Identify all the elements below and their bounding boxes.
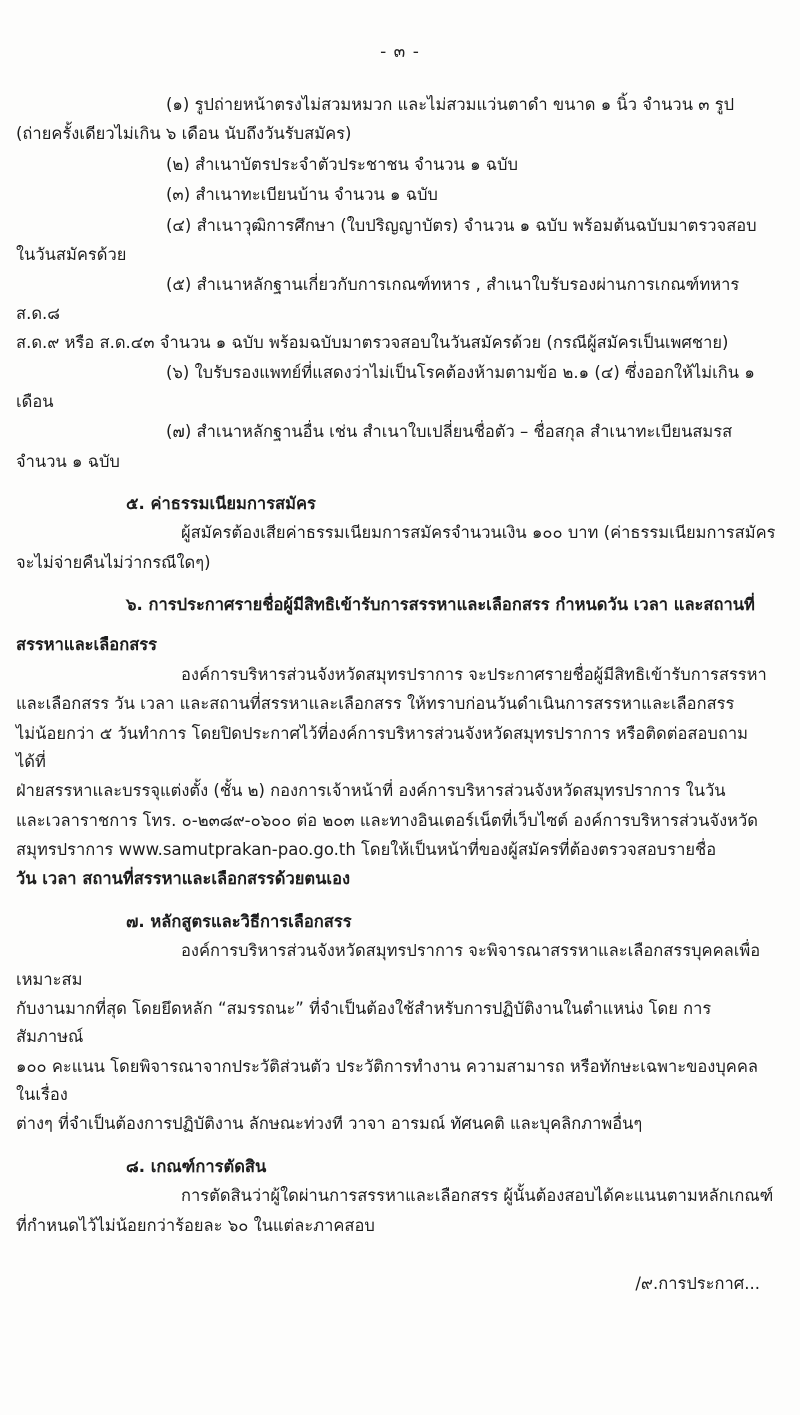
item-4-line-1: (๔) สำเนาวุฒิการศึกษา (ใบปริญญาบัตร) จำนวน ๑ ฉบับ พร้อมต้นฉบับมาตรวจสอบ xyxy=(166,215,757,235)
section-7-line-1: องค์การบริหารส่วนจังหวัดสมุทรปราการ จะพิจารณาสรรหาและเลือกสรรบุคคลเพื่อเหมาะสม xyxy=(16,941,761,989)
section-6-line-7: วัน เวลา สถานที่สรรหาและเลือกสรรด้วยตนเอง xyxy=(16,869,351,889)
section-8-heading: ๘. เกณฑ์การตัดสิน xyxy=(126,1156,267,1176)
section-5-heading: ๕. ค่าธรรมเนียมการสมัคร xyxy=(126,493,316,513)
section-6-line-6: สมุทรปราการ www.samutprakan-pao.go.th โดยให้เป็นหน้าที่ของผู้สมัครที่ต้องตรวจสอบรายชื่อ xyxy=(16,840,717,859)
section-7-heading: ๗. หลักสูตรและวิธีการเลือกสรร xyxy=(126,911,352,931)
list-item xyxy=(16,91,776,149)
item-6-line-1: (๖) ใบรับรองแพทย์ที่แสดงว่าไม่เป็นโรคต้องห้ามตามข้อ ๒.๑ (๔) ซึ่งออกให้ไม่เกิน ๑ เดือน xyxy=(16,363,755,411)
section-5-line-1: ผู้สมัครต้องเสียค่าธรรมเนียมการสมัครจำนวนเงิน ๑๐๐ บาท (ค่าธรรมเนียมการสมัคร xyxy=(181,523,776,543)
section-8 xyxy=(16,1153,776,1240)
section-6-line-3: ไม่น้อยกว่า ๕ วันทำการ โดยปิดประกาศไว้ที่องค์การบริหารส่วนจังหวัดสมุทรปราการ หรือติดต่อสอบถามได้ที่ xyxy=(16,723,748,771)
list-item xyxy=(16,181,776,209)
item-1-line-1: (๑) รูปถ่ายหน้าตรงไม่สวมหมวก และไม่สวมแว่นตาดำ ขนาด ๑ นิ้ว จำนวน ๓ รูป xyxy=(166,95,735,114)
list-item xyxy=(16,212,776,270)
footer-continuation-note: /๙.การประกาศ... xyxy=(635,1274,760,1293)
section-5-line-2: จะไม่จ่ายคืนไม่ว่ากรณีใดๆ) xyxy=(16,552,211,572)
section-7-line-4: ต่างๆ ที่จำเป็นต้องการปฏิบัติงาน ลักษณะท่วงที วาจา อารมณ์ ทัศนคติ และบุคลิกภาพอื่นๆ xyxy=(16,1114,643,1134)
section-6-heading-cont: สรรหาและเลือกสรร xyxy=(16,635,157,655)
item-2-line-1: (๒) สำเนาบัตรประจำตัวประชาชน จำนวน ๑ ฉบับ xyxy=(166,154,518,174)
section-5 xyxy=(16,490,776,577)
section-6-line-4: ฝ่ายสรรหาและบรรจุแต่งตั้ง (ชั้น ๒) กองการเจ้าหน้าที่ องค์การบริหารส่วนจังหวัดสมุทรปราการ ในวัน xyxy=(16,781,726,801)
item-5-line-1: (๕) สำเนาหลักฐานเกี่ยวกับการเกณฑ์ทหาร , สำเนาใบรับรองผ่านการเกณฑ์ทหาร ส.ด.๘ xyxy=(16,275,740,323)
list-item xyxy=(16,418,776,476)
section-6-line-1: องค์การบริหารส่วนจังหวัดสมุทรปราการ จะประกาศรายชื่อผู้มีสิทธิเข้ารับการสรรหา xyxy=(181,664,767,684)
document-body xyxy=(0,91,800,1240)
section-7 xyxy=(16,908,776,1139)
section-6 xyxy=(16,591,776,894)
item-1-line-2: (ถ่ายครั้งเดียวไม่เกิน ๖ เดือน นับถึงวันรับสมัคร) xyxy=(16,124,352,144)
section-6-heading: ๖. การประกาศรายชื่อผู้มีสิทธิเข้ารับการสรรหาและเลือกสรร กำหนดวัน เวลา และสถานที่ xyxy=(126,595,755,614)
item-7-line-1: (๗) สำเนาหลักฐานอื่น เช่น สำเนาใบเปลี่ยนชื่อตัว – ชื่อสกุล สำเนาทะเบียนสมรส xyxy=(166,422,733,442)
section-7-line-3: ๑๐๐ คะแนน โดยพิจารณาจากประวัติส่วนตัว ประวัติการทำงาน ความสามารถ หรือทักษะเฉพาะของบุคคลในเรื่อง xyxy=(16,1056,758,1104)
section-7-line-2: กับงานมากที่สุด โดยยึดหลัก “สมรรถนะ” ที่จำเป็นต้องใช้สำหรับการปฏิบัติงานในตำแหน่ง โดย การสัมภาษณ์ xyxy=(16,998,712,1047)
item-7-line-2: จำนวน ๑ ฉบับ xyxy=(16,451,120,471)
section-8-line-2: ที่กำหนดไว้ไม่น้อยกว่าร้อยละ ๖๐ ในแต่ละภาคสอบ xyxy=(16,1215,375,1235)
section-8-line-1: การตัดสินว่าผู้ใดผ่านการสรรหาและเลือกสรร ผู้นั้นต้องสอบได้คะแนนตามหลักเกณฑ์ xyxy=(181,1186,774,1206)
item-4-line-2: ในวันสมัครด้วย xyxy=(16,244,127,264)
page-number: - ๓ - xyxy=(380,42,420,62)
list-item xyxy=(16,359,776,416)
section-6-line-2: และเลือกสรร วัน เวลา และสถานที่สรรหาและเลือกสรร ให้ทราบก่อนวันดำเนินการสรรหาและเลือกสรร xyxy=(16,694,735,714)
item-3-line-1: (๓) สำเนาทะเบียนบ้าน จำนวน ๑ ฉบับ xyxy=(166,185,438,205)
section-6-line-5: และเวลาราชการ โทร. ๐-๒๓๘๙-๐๖๐๐ ต่อ ๒๐๓ และทางอินเตอร์เน็ตที่เว็บไซต์ องค์การบริหารส่วนจังหวัด xyxy=(16,810,759,830)
item-5-line-2: ส.ด.๙ หรือ ส.ด.๔๓ จำนวน ๑ ฉบับ พร้อมฉบับมาตรวจสอบในวันสมัครด้วย (กรณีผู้สมัครเป็นเพศชาย) xyxy=(16,333,729,352)
list-item xyxy=(16,151,776,179)
list-item xyxy=(16,271,776,357)
